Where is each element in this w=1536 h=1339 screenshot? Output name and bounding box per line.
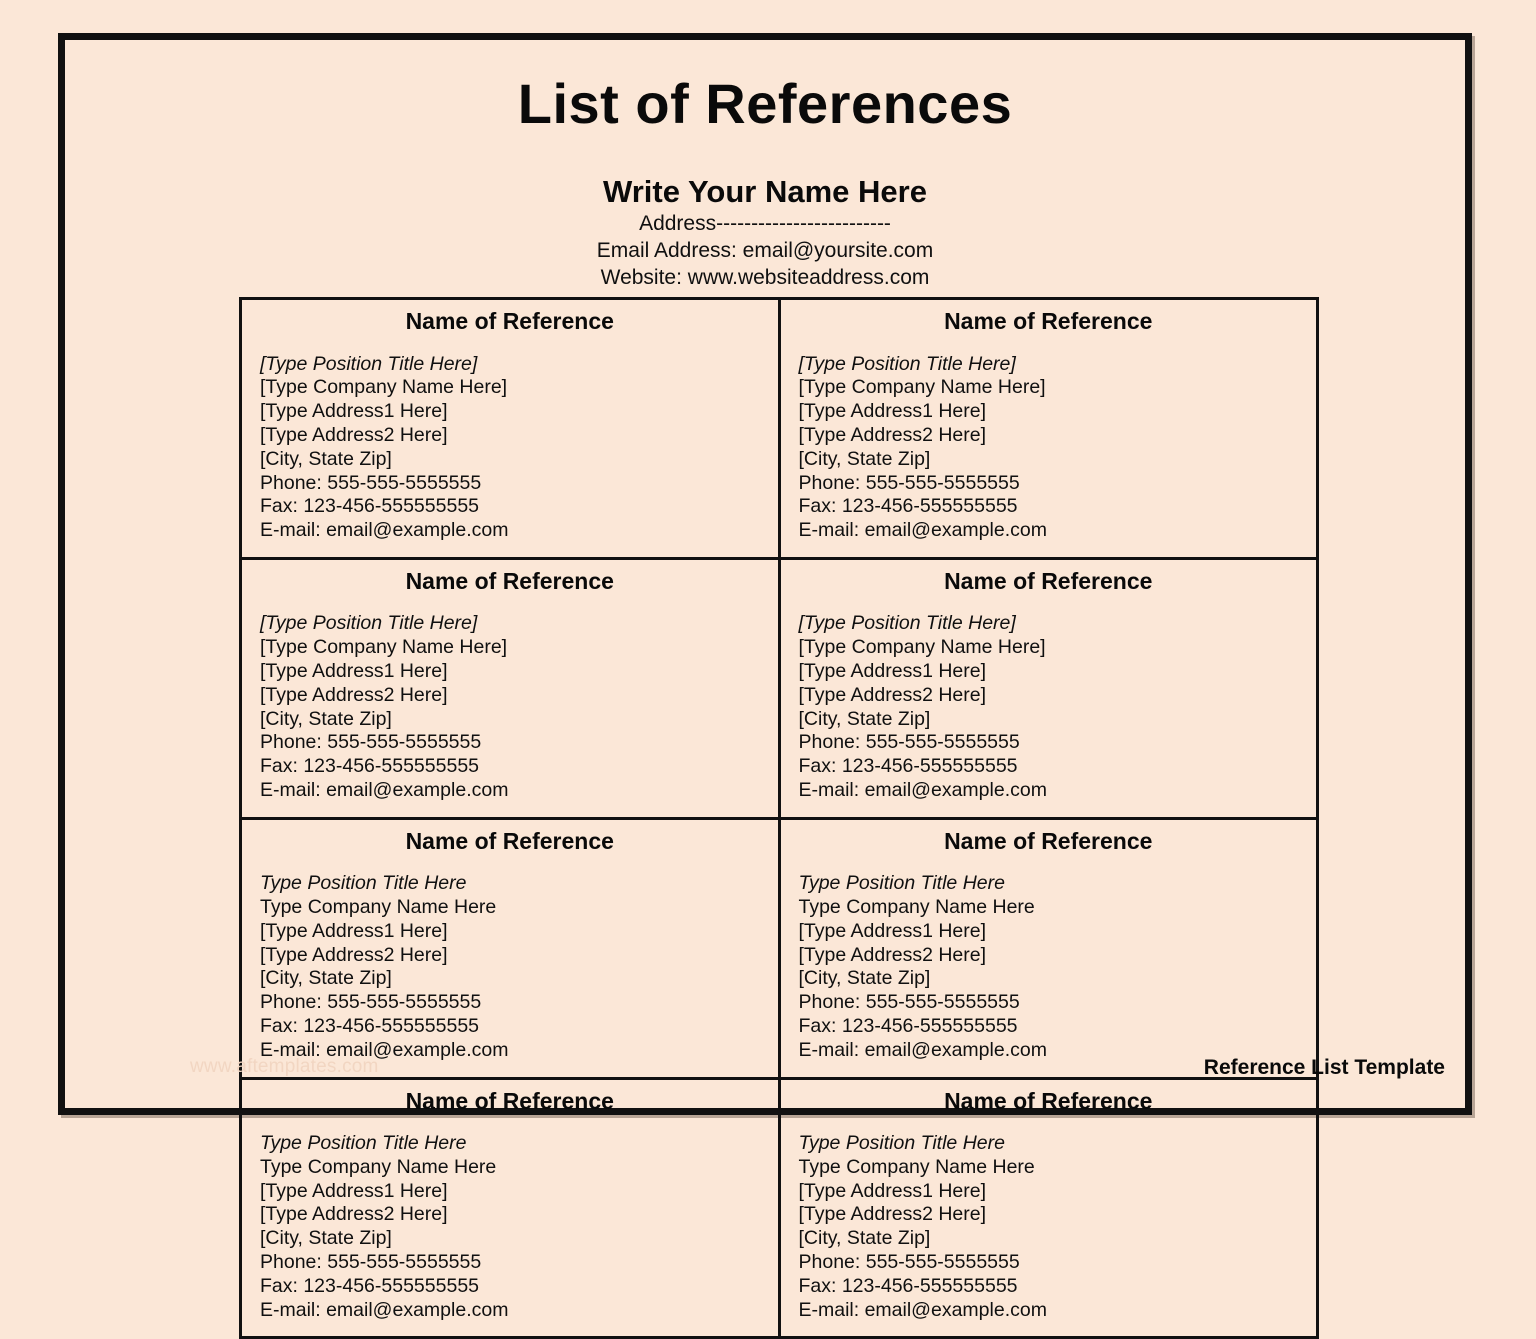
- reference-position: [Type Position Title Here]: [260, 352, 478, 375]
- reference-details: [781, 855, 1317, 1062]
- reference-heading: Name of Reference: [405, 1087, 614, 1114]
- reference-address1: [Type Address1 Here]: [798, 400, 987, 423]
- reference-cell: [241, 299, 780, 559]
- reference-email: E-mail: email@example.com: [798, 778, 1047, 801]
- reference-city-state-zip: [City, State Zip]: [798, 707, 931, 730]
- reference-heading: Name of Reference: [944, 308, 1153, 334]
- reference-email: E-mail: email@example.com: [798, 1298, 1047, 1321]
- reference-address2: [Type Address2 Here]: [260, 423, 448, 446]
- document-page: [58, 33, 1472, 1321]
- reference-cell: [241, 818, 780, 1078]
- reference-company: [Type Company Name Here]: [260, 636, 508, 659]
- reference-phone: Phone: 555-555-5555555: [260, 1251, 482, 1274]
- reference-address2: [Type Address2 Here]: [798, 943, 987, 966]
- reference-address1: [Type Address1 Here]: [798, 919, 987, 942]
- table-row: [241, 1078, 1318, 1338]
- owner-name: Write Your Name Here: [603, 173, 927, 209]
- reference-address1: [Type Address1 Here]: [798, 660, 987, 682]
- reference-address1: [Type Address1 Here]: [798, 1179, 987, 1202]
- reference-fax: Fax: 123-456-555555555: [260, 755, 480, 778]
- owner-address-line: Address-------------------------: [639, 212, 891, 236]
- reference-address2: [Type Address2 Here]: [260, 1203, 448, 1226]
- reference-fax: Fax: 123-456-555555555: [798, 495, 1018, 518]
- reference-heading: Name of Reference: [405, 827, 614, 854]
- reference-cell: [779, 1078, 1318, 1338]
- reference-heading: Name of Reference: [944, 827, 1153, 854]
- reference-phone: Phone: 555-555-5555555: [798, 1251, 1020, 1274]
- reference-address2: [Type Address2 Here]: [798, 683, 987, 706]
- reference-phone: Phone: 555-555-5555555: [798, 991, 1020, 1014]
- reference-position: Type Position Title Here: [260, 1132, 467, 1155]
- reference-address1: [Type Address1 Here]: [260, 400, 448, 423]
- reference-fax: Fax: 123-456-555555555: [260, 1274, 480, 1297]
- reference-details: [242, 855, 778, 1062]
- reference-email: E-mail: email@example.com: [798, 1038, 1047, 1061]
- reference-details: [242, 336, 778, 543]
- watermark: www.aftemplates.com: [190, 1056, 379, 1077]
- references-table: [239, 297, 1319, 1339]
- reference-company: [Type Company Name Here]: [798, 636, 1046, 659]
- reference-details: [781, 336, 1317, 543]
- reference-cell: [779, 818, 1318, 1078]
- reference-details: [242, 1115, 778, 1322]
- reference-company: Type Company Name Here: [260, 896, 497, 919]
- reference-email: E-mail: email@example.com: [260, 778, 509, 801]
- reference-company: Type Company Name Here: [798, 896, 1035, 919]
- reference-address1: [Type Address1 Here]: [260, 1179, 448, 1202]
- reference-company: Type Company Name Here: [260, 1155, 497, 1178]
- reference-position: [Type Position Title Here]: [798, 612, 1016, 635]
- reference-position: Type Position Title Here: [260, 872, 467, 895]
- reference-fax: Fax: 123-456-555555555: [798, 755, 1018, 778]
- reference-address2: [Type Address2 Here]: [260, 943, 448, 966]
- table-row: [241, 558, 1318, 818]
- reference-company: Type Company Name Here: [798, 1155, 1035, 1178]
- reference-phone: Phone: 555-555-5555555: [260, 991, 482, 1014]
- reference-position: Type Position Title Here: [798, 1132, 1005, 1155]
- reference-city-state-zip: [City, State Zip]: [260, 1227, 392, 1250]
- footer-template-label: Reference List Template: [1203, 1056, 1445, 1079]
- reference-heading: Name of Reference: [944, 1087, 1153, 1114]
- reference-phone: Phone: 555-555-5555555: [260, 471, 482, 494]
- reference-company: [Type Company Name Here]: [260, 376, 508, 399]
- reference-heading: Name of Reference: [405, 567, 614, 594]
- reference-fax: Fax: 123-456-555555555: [260, 495, 480, 518]
- reference-position: [Type Position Title Here]: [798, 352, 1016, 375]
- reference-details: [781, 595, 1317, 802]
- reference-fax: Fax: 123-456-555555555: [798, 1274, 1018, 1297]
- reference-details: [242, 595, 778, 802]
- table-row: [241, 818, 1318, 1078]
- reference-city-state-zip: [City, State Zip]: [260, 967, 392, 990]
- reference-email: E-mail: email@example.com: [260, 1298, 509, 1321]
- page-footer: [65, 1054, 1465, 1094]
- reference-email: E-mail: email@example.com: [798, 519, 1047, 542]
- reference-address1: [Type Address1 Here]: [260, 660, 448, 682]
- reference-city-state-zip: [City, State Zip]: [798, 967, 931, 990]
- reference-position: Type Position Title Here: [798, 872, 1005, 895]
- reference-company: [Type Company Name Here]: [798, 376, 1046, 399]
- reference-address2: [Type Address2 Here]: [798, 1203, 987, 1226]
- page-title: List of References: [517, 72, 1013, 135]
- reference-cell: [779, 299, 1318, 559]
- reference-position: [Type Position Title Here]: [260, 612, 478, 635]
- reference-heading: Name of Reference: [944, 567, 1153, 594]
- reference-phone: Phone: 555-555-5555555: [798, 731, 1020, 754]
- owner-website-line: Website: www.websiteaddress.com: [600, 266, 930, 290]
- reference-email: E-mail: email@example.com: [260, 519, 509, 542]
- reference-address1: [Type Address1 Here]: [260, 919, 448, 942]
- reference-city-state-zip: [City, State Zip]: [798, 1227, 931, 1250]
- reference-city-state-zip: [City, State Zip]: [260, 707, 392, 730]
- reference-heading: Name of Reference: [405, 308, 614, 334]
- reference-phone: Phone: 555-555-5555555: [798, 471, 1020, 494]
- reference-city-state-zip: [City, State Zip]: [260, 447, 392, 470]
- owner-contact-block: [65, 173, 1465, 292]
- reference-address2: [Type Address2 Here]: [260, 683, 448, 706]
- reference-cell: [779, 558, 1318, 818]
- reference-address2: [Type Address2 Here]: [798, 423, 987, 446]
- reference-details: [781, 1115, 1317, 1322]
- owner-email-line: Email Address: email@yoursite.com: [596, 239, 934, 263]
- reference-phone: Phone: 555-555-5555555: [260, 731, 482, 754]
- reference-city-state-zip: [City, State Zip]: [798, 447, 931, 470]
- reference-email: E-mail: email@example.com: [260, 1038, 509, 1061]
- reference-fax: Fax: 123-456-555555555: [798, 1014, 1018, 1037]
- reference-fax: Fax: 123-456-555555555: [260, 1014, 480, 1037]
- reference-cell: [241, 1078, 780, 1338]
- reference-cell: [241, 558, 780, 818]
- table-row: [241, 299, 1318, 559]
